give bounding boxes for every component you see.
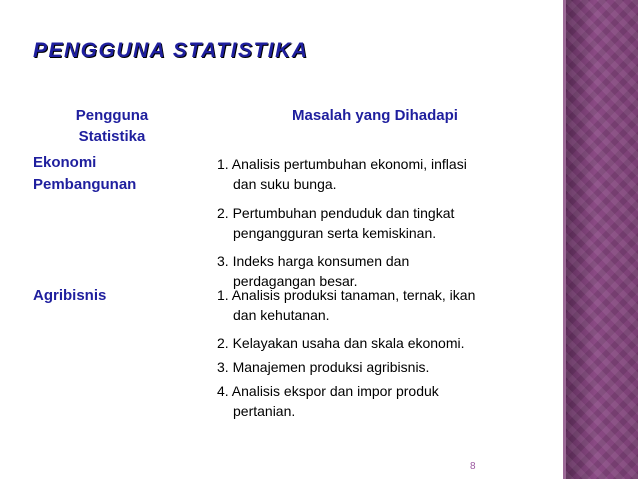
user-label-line-1: Agribisnis — [33, 287, 107, 304]
problem-item-line-1: 1. Analisis produksi tanaman, ternak, ikan — [217, 287, 476, 303]
header-user-line-1: Pengguna — [75, 107, 149, 124]
problem-item-line-2: dan suku bunga. — [233, 176, 337, 192]
problem-item-line-2: perdagangan besar. — [233, 273, 358, 289]
slide-title: PENGGUNA STATISTIKA — [33, 39, 309, 62]
problem-item-line-2: pengangguran serta kemiskinan. — [233, 225, 437, 241]
problem-item — [217, 203, 527, 243]
decorative-side-panel — [566, 0, 638, 479]
problem-item-line-1: 1. Analisis pertumbuhan ekonomi, inflasi — [217, 156, 467, 172]
header-problem: Masalah yang Dihadapi — [292, 107, 458, 124]
problem-item-line-1: 3. Indeks harga konsumen dan — [217, 253, 410, 269]
problem-item-line-1: 3. Manajemen produksi agribisnis. — [217, 359, 430, 375]
problem-item — [217, 285, 527, 325]
header-user-line-2: Statistika — [78, 128, 146, 145]
header-user — [52, 105, 172, 147]
user-agribisnis — [33, 285, 106, 307]
problem-item-line-1: 4. Analisis ekspor dan impor produk — [217, 383, 439, 399]
user-ekonomi-pembangunan — [33, 152, 136, 196]
problem-item — [217, 333, 527, 353]
problem-item — [217, 154, 527, 194]
problem-item — [217, 357, 527, 377]
user-label-line-2: Pembangunan — [33, 176, 137, 193]
problem-item-line-1: 2. Kelayakan usaha dan skala ekonomi. — [217, 335, 465, 351]
problem-item-line-2: dan kehutanan. — [233, 307, 330, 323]
problem-item — [217, 381, 527, 421]
problem-item-line-2: pertanian. — [233, 403, 296, 419]
page-number: 8 — [470, 461, 476, 472]
user-label-line-1: Ekonomi — [33, 154, 97, 171]
problem-item-line-1: 2. Pertumbuhan penduduk dan tingkat — [217, 205, 455, 221]
